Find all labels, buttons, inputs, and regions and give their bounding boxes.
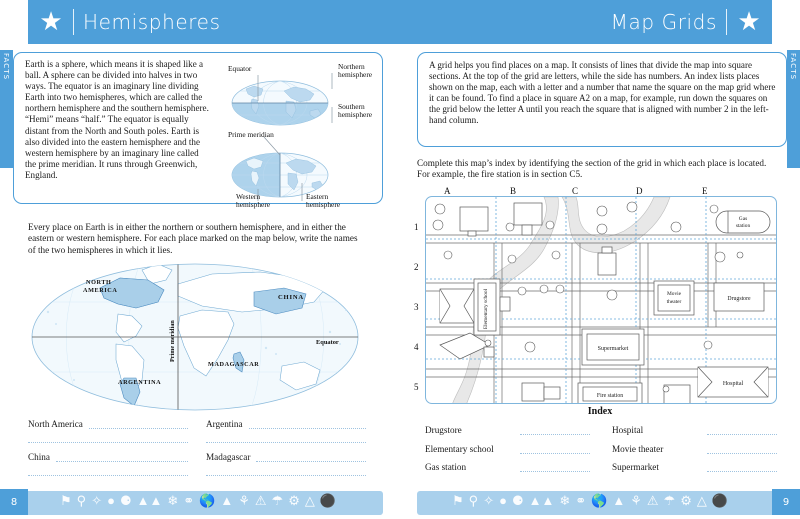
snowflake-icon: ❄ <box>167 493 179 508</box>
leaf-icon: ⚫ <box>319 493 337 508</box>
index-label-gas-station: Gas station <box>425 462 467 472</box>
page-number-left: 8 <box>0 489 28 515</box>
map-label-north-america-1: NORTH <box>86 279 112 286</box>
globe-meridian-diagram <box>228 130 378 210</box>
facts-tab-right <box>787 50 800 168</box>
mountains-icon: ▲▲ <box>528 493 555 508</box>
page-number-right: 9 <box>772 489 800 515</box>
grid-row-label-2: 2 <box>414 262 419 272</box>
index-label-drugstore: Drugstore <box>425 425 462 435</box>
left-page-header <box>28 0 400 44</box>
header-divider <box>73 9 74 35</box>
sparkle-icon: ✧ <box>91 493 103 508</box>
index-input-movie-theater[interactable] <box>707 443 777 454</box>
mountains-icon: ▲▲ <box>136 493 163 508</box>
grid-row-label-5: 5 <box>414 382 419 392</box>
answer-label-north-america: North America <box>28 419 83 429</box>
globe-icon: 🌎 <box>591 493 608 508</box>
volcano-icon: ▲ <box>220 493 234 508</box>
flag-icon: ⚑ <box>60 493 72 508</box>
answer-input-argentina-2[interactable] <box>206 431 366 443</box>
index-row[interactable] <box>612 443 777 454</box>
answer-row[interactable] <box>28 451 188 462</box>
right-page <box>400 0 800 519</box>
label-prime-meridian: Prime meridian <box>228 130 274 139</box>
star-icon: ★ <box>737 7 761 36</box>
answer-label-china: China <box>28 452 50 462</box>
hills-icon: △ <box>696 493 707 508</box>
index-label-elementary-school: Elementary school <box>425 443 494 454</box>
footer-icons-left <box>60 493 336 509</box>
palm-icon: ⚠ <box>646 493 659 508</box>
index-row[interactable] <box>425 443 590 454</box>
answer-input-north-america-1[interactable] <box>89 418 188 429</box>
sparkle-icon: ✧ <box>483 493 495 508</box>
facts-paragraph-left: Earth is a sphere, which means it is shaped like a ball. A sphere can be divided into halves in two ways. The equator is an imaginary line dividing Earth into two hemispheres, which are called the northern hemisphere and the southern hemisphere. “Hemi” means “half.” The equator is equally distant from the North and South poles. Earth is also divided into the eastern hemisphere and the western hemisphere by an imaginary line called the prime meridian. It runs through Greenwich, England. <box>25 59 209 180</box>
facts-tab-label: FACTS <box>789 53 797 81</box>
grid-col-label-B: B <box>510 186 517 196</box>
header-divider <box>726 9 727 35</box>
grid-row-label-4: 4 <box>414 342 419 352</box>
index-right-column <box>612 424 777 480</box>
answer-input-north-america-2[interactable] <box>28 431 188 443</box>
index-label-movie-theater: Movie theater <box>612 443 664 454</box>
map-building-movie-theater-2: theater <box>666 299 682 305</box>
answer-input-china-2[interactable] <box>28 464 188 476</box>
umbrella-tree-icon: ☂ <box>663 493 676 508</box>
right-page-header <box>400 0 772 44</box>
label-equator: Equator <box>228 64 252 73</box>
answer-label-madagascar: Madagascar <box>206 452 251 462</box>
answer-input-madagascar-1[interactable] <box>256 451 366 462</box>
coral-icon: ⚘ <box>238 493 250 508</box>
index-label-supermarket: Supermarket <box>612 462 659 472</box>
index-left-column <box>425 424 590 480</box>
right-instruction: Complete this map’s index by identifying the section of the grid in which each place is located. For example, the fire station is in section C5. <box>417 158 767 180</box>
map-grid-svg <box>426 197 777 404</box>
index-row[interactable] <box>425 424 590 435</box>
palm-icon: ⚠ <box>254 493 267 508</box>
answer-row[interactable] <box>206 451 366 462</box>
map-label-madagascar: MADAGASCAR <box>208 361 260 368</box>
compass-icon: ⚈ <box>511 493 524 508</box>
map-building-supermarket: Supermarket <box>597 346 629 352</box>
volcano-icon: ▲ <box>612 493 626 508</box>
footer <box>0 485 800 519</box>
answer-row[interactable] <box>28 418 188 429</box>
label-eastern-hemisphere: Eastern hemisphere <box>306 192 341 210</box>
index-row[interactable] <box>612 424 777 435</box>
map-label-china: CHINA <box>278 294 304 301</box>
map-building-fire-station: Fire station <box>596 393 624 399</box>
facts-tab-left <box>0 50 13 168</box>
index-row[interactable] <box>425 461 590 472</box>
globe-equator-diagram <box>228 62 378 129</box>
world-map-svg <box>30 262 360 412</box>
facts-tab-label: FACTS <box>2 53 10 81</box>
facts-box-left <box>13 52 383 210</box>
index-row[interactable] <box>612 461 777 472</box>
tree-icon: ⚲ <box>468 493 479 508</box>
world-map <box>30 262 360 412</box>
label-western-hemisphere: Western hemisphere <box>236 192 271 210</box>
answer-label-argentina: Argentina <box>206 419 243 429</box>
plant-icon: ⚙ <box>680 493 692 508</box>
map-building-gas-station-2: station <box>735 223 751 229</box>
facts-box-right <box>417 52 787 147</box>
map-building-drugstore: Drugstore <box>727 296 751 302</box>
map-building-gas-station-1: Gas <box>738 216 748 222</box>
grid-col-label-A: A <box>444 186 451 196</box>
answer-input-china-1[interactable] <box>56 451 188 462</box>
map-grid[interactable] <box>425 196 777 404</box>
map-label-equator: Equator <box>316 339 339 346</box>
sun-icon: ● <box>499 493 507 508</box>
map-building-hospital: Hospital <box>722 381 744 387</box>
camel-icon: ⚭ <box>575 493 587 508</box>
sun-icon: ● <box>107 493 115 508</box>
map-label-north-america-2: AMERICA <box>83 287 118 294</box>
answer-input-argentina-1[interactable] <box>249 418 366 429</box>
grid-row-label-3: 3 <box>414 302 419 312</box>
coral-icon: ⚘ <box>630 493 642 508</box>
hills-icon: △ <box>304 493 315 508</box>
map-label-prime-meridian: Prime meridian <box>169 320 176 362</box>
map-building-elementary-school: Elementary school <box>483 288 489 330</box>
snowflake-icon: ❄ <box>559 493 571 508</box>
index-input-gas-station[interactable] <box>520 461 590 472</box>
label-northern-hemisphere: Northern hemisphere <box>338 62 373 80</box>
index-input-supermarket[interactable] <box>707 461 777 472</box>
globe-icon: 🌎 <box>199 493 216 508</box>
map-label-argentina: ARGENTINA <box>118 379 162 386</box>
index-label-hospital: Hospital <box>612 425 644 435</box>
flag-icon: ⚑ <box>452 493 464 508</box>
grid-row-label-1: 1 <box>414 222 419 232</box>
label-southern-hemisphere: Southern hemisphere <box>338 102 373 120</box>
footer-icons-right <box>452 493 728 509</box>
compass-icon: ⚈ <box>119 493 132 508</box>
page-title: Map Grids <box>610 10 717 34</box>
camel-icon: ⚭ <box>183 493 195 508</box>
map-building-movie-theater-1: Movie <box>666 291 682 297</box>
plant-icon: ⚙ <box>288 493 300 508</box>
star-icon: ★ <box>39 7 63 36</box>
answer-row[interactable] <box>206 418 366 429</box>
index-input-elementary-school[interactable] <box>520 443 590 454</box>
left-instruction: Every place on Earth is in either the northern or southern hemisphere, and in either the eastern or western hemisphere. For each place marked on the map below, write the names of the two hemispheres in which it lies. <box>28 222 358 255</box>
umbrella-tree-icon: ☂ <box>271 493 284 508</box>
grid-col-label-D: D <box>636 186 643 196</box>
page-title: Hemispheres <box>83 10 221 34</box>
tree-icon: ⚲ <box>76 493 87 508</box>
leaf-icon: ⚫ <box>711 493 729 508</box>
grid-col-label-C: C <box>572 186 579 196</box>
index-input-drugstore[interactable] <box>520 424 590 435</box>
left-answers <box>28 418 366 476</box>
facts-paragraph-right: A grid helps you find places on a map. It consists of lines that divide the map into square sections. At the top of the grid are letters, while the side has numbers. An index lists places shown on the map, each with a letter and a number that name the square on the map grid where it can be found. To find a place in square A2 on a map, for example, run down the squares on the grid below the letter A until you reach the square that is aligned with number 2 in the left-hand column. <box>429 60 776 126</box>
index-title: Index <box>587 406 613 417</box>
answer-input-madagascar-2[interactable] <box>206 464 366 476</box>
index-input-hospital[interactable] <box>707 424 777 435</box>
grid-col-label-E: E <box>702 186 708 196</box>
